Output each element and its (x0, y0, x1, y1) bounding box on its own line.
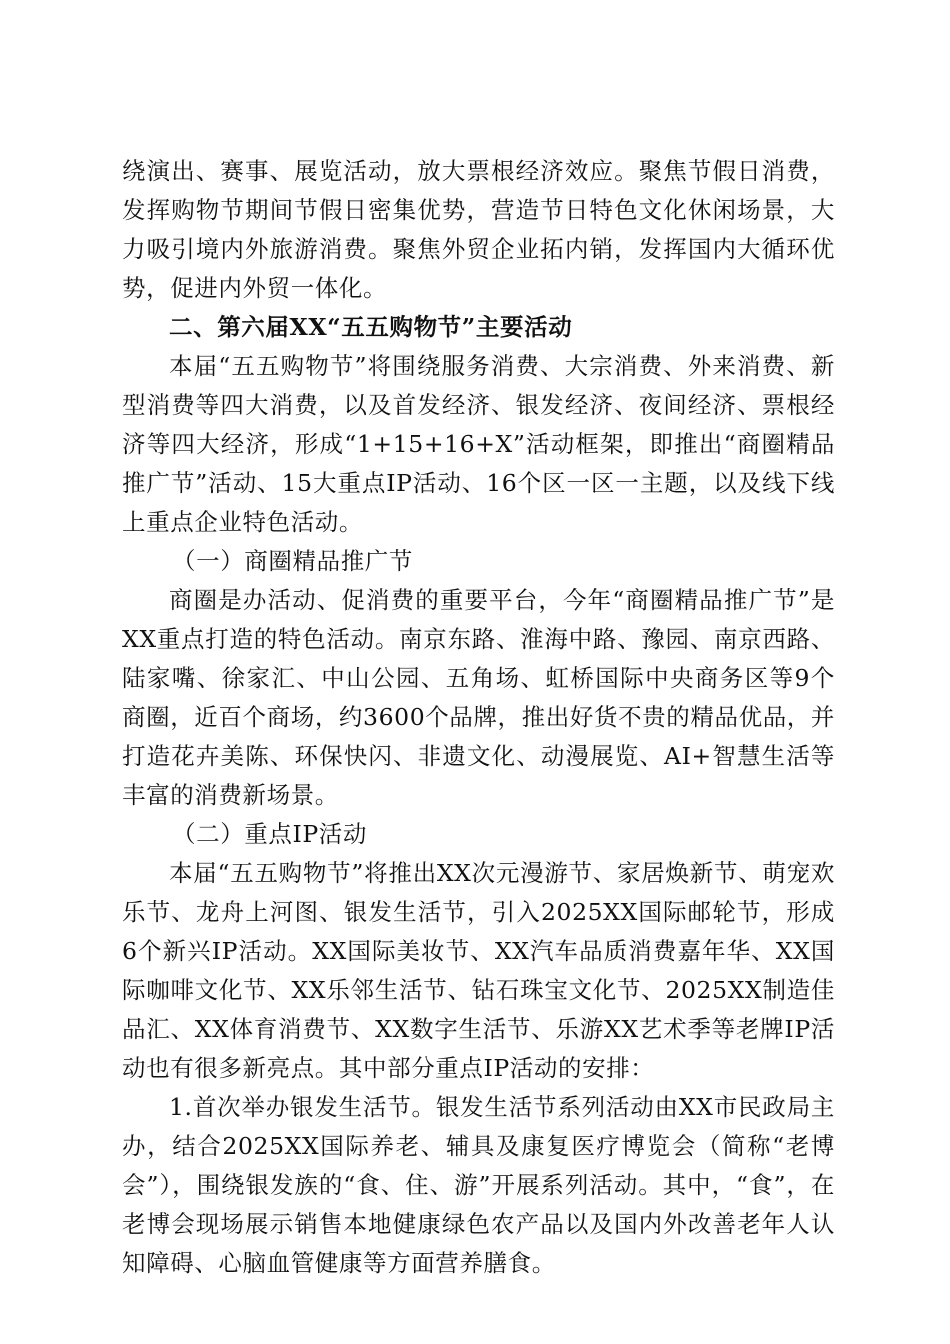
document-body (122, 152, 835, 1283)
paragraph-ip-activities: 本届“五五购物节”将推出XX次元漫游节、家居焕新节、萌宠欢乐节、龙舟上河图、银发生活节，引入2025XX国际邮轮节，形成6个新兴IP活动。XX国际美妆节、XX汽车品质消费嘉年华、XX国际咖啡文化节、XX乐邻生活节、钻石珠宝文化节、2025XX制造佳品汇、XX体育消费节、XX数字生活节、乐游XX艺术季等老牌IP活动也有很多新亮点。其中部分重点IP活动的安排： (122, 859, 835, 1082)
subheading-business-district: （一）商圈精品推广节 (172, 547, 413, 575)
subheading-ip-activities: （二）重点IP活动 (172, 820, 367, 848)
paragraph-business-district: 商圈是办活动、促消费的重要平台，今年“商圈精品推广节”是XX重点打造的特色活动。南京东路、淮海中路、豫园、南京西路、陆家嘴、徐家汇、中山公园、五角场、虹桥国际中央商务区等9个商圈，近百个商场，约3600个品牌，推出好货不贵的精品优品，并打造花卉美陈、环保快闪、非遗文化、动漫展览、AI+智慧生活等丰富的消费新场景。 (122, 586, 835, 809)
paragraph-continuation: 绕演出、赛事、展览活动，放大票根经济效应。聚焦节假日消费，发挥购物节期间节假日密集优势，营造节日特色文化休闲场景，大力吸引境内外旅游消费。聚焦外贸企业拓内销，发挥国内大循环优势，促进内外贸一体化。 (122, 157, 835, 302)
paragraph-framework: 本届“五五购物节”将围绕服务消费、大宗消费、外来消费、新型消费等四大消费，以及首发经济、银发经济、夜间经济、票根经济等四大经济，形成“1+15+16+X”活动框架，即推出“商圈精品推广节”活动、15大重点IP活动、16个区一区一主题，以及线下线上重点企业特色活动。 (122, 352, 835, 536)
paragraph-silver-life-festival: 1.首次举办银发生活节。银发生活节系列活动由XX市民政局主办，结合2025XX国际养老、辅具及康复医疗博览会（简称“老博会”），围绕银发族的“食、住、游”开展系列活动。其中，“食”，在老博会现场展示销售本地健康绿色农产品以及国内外改善老年人认知障碍、心脑血管健康等方面营养膳食。 (122, 1093, 835, 1277)
section-heading: 二、第六届XX“五五购物节”主要活动 (169, 313, 573, 341)
